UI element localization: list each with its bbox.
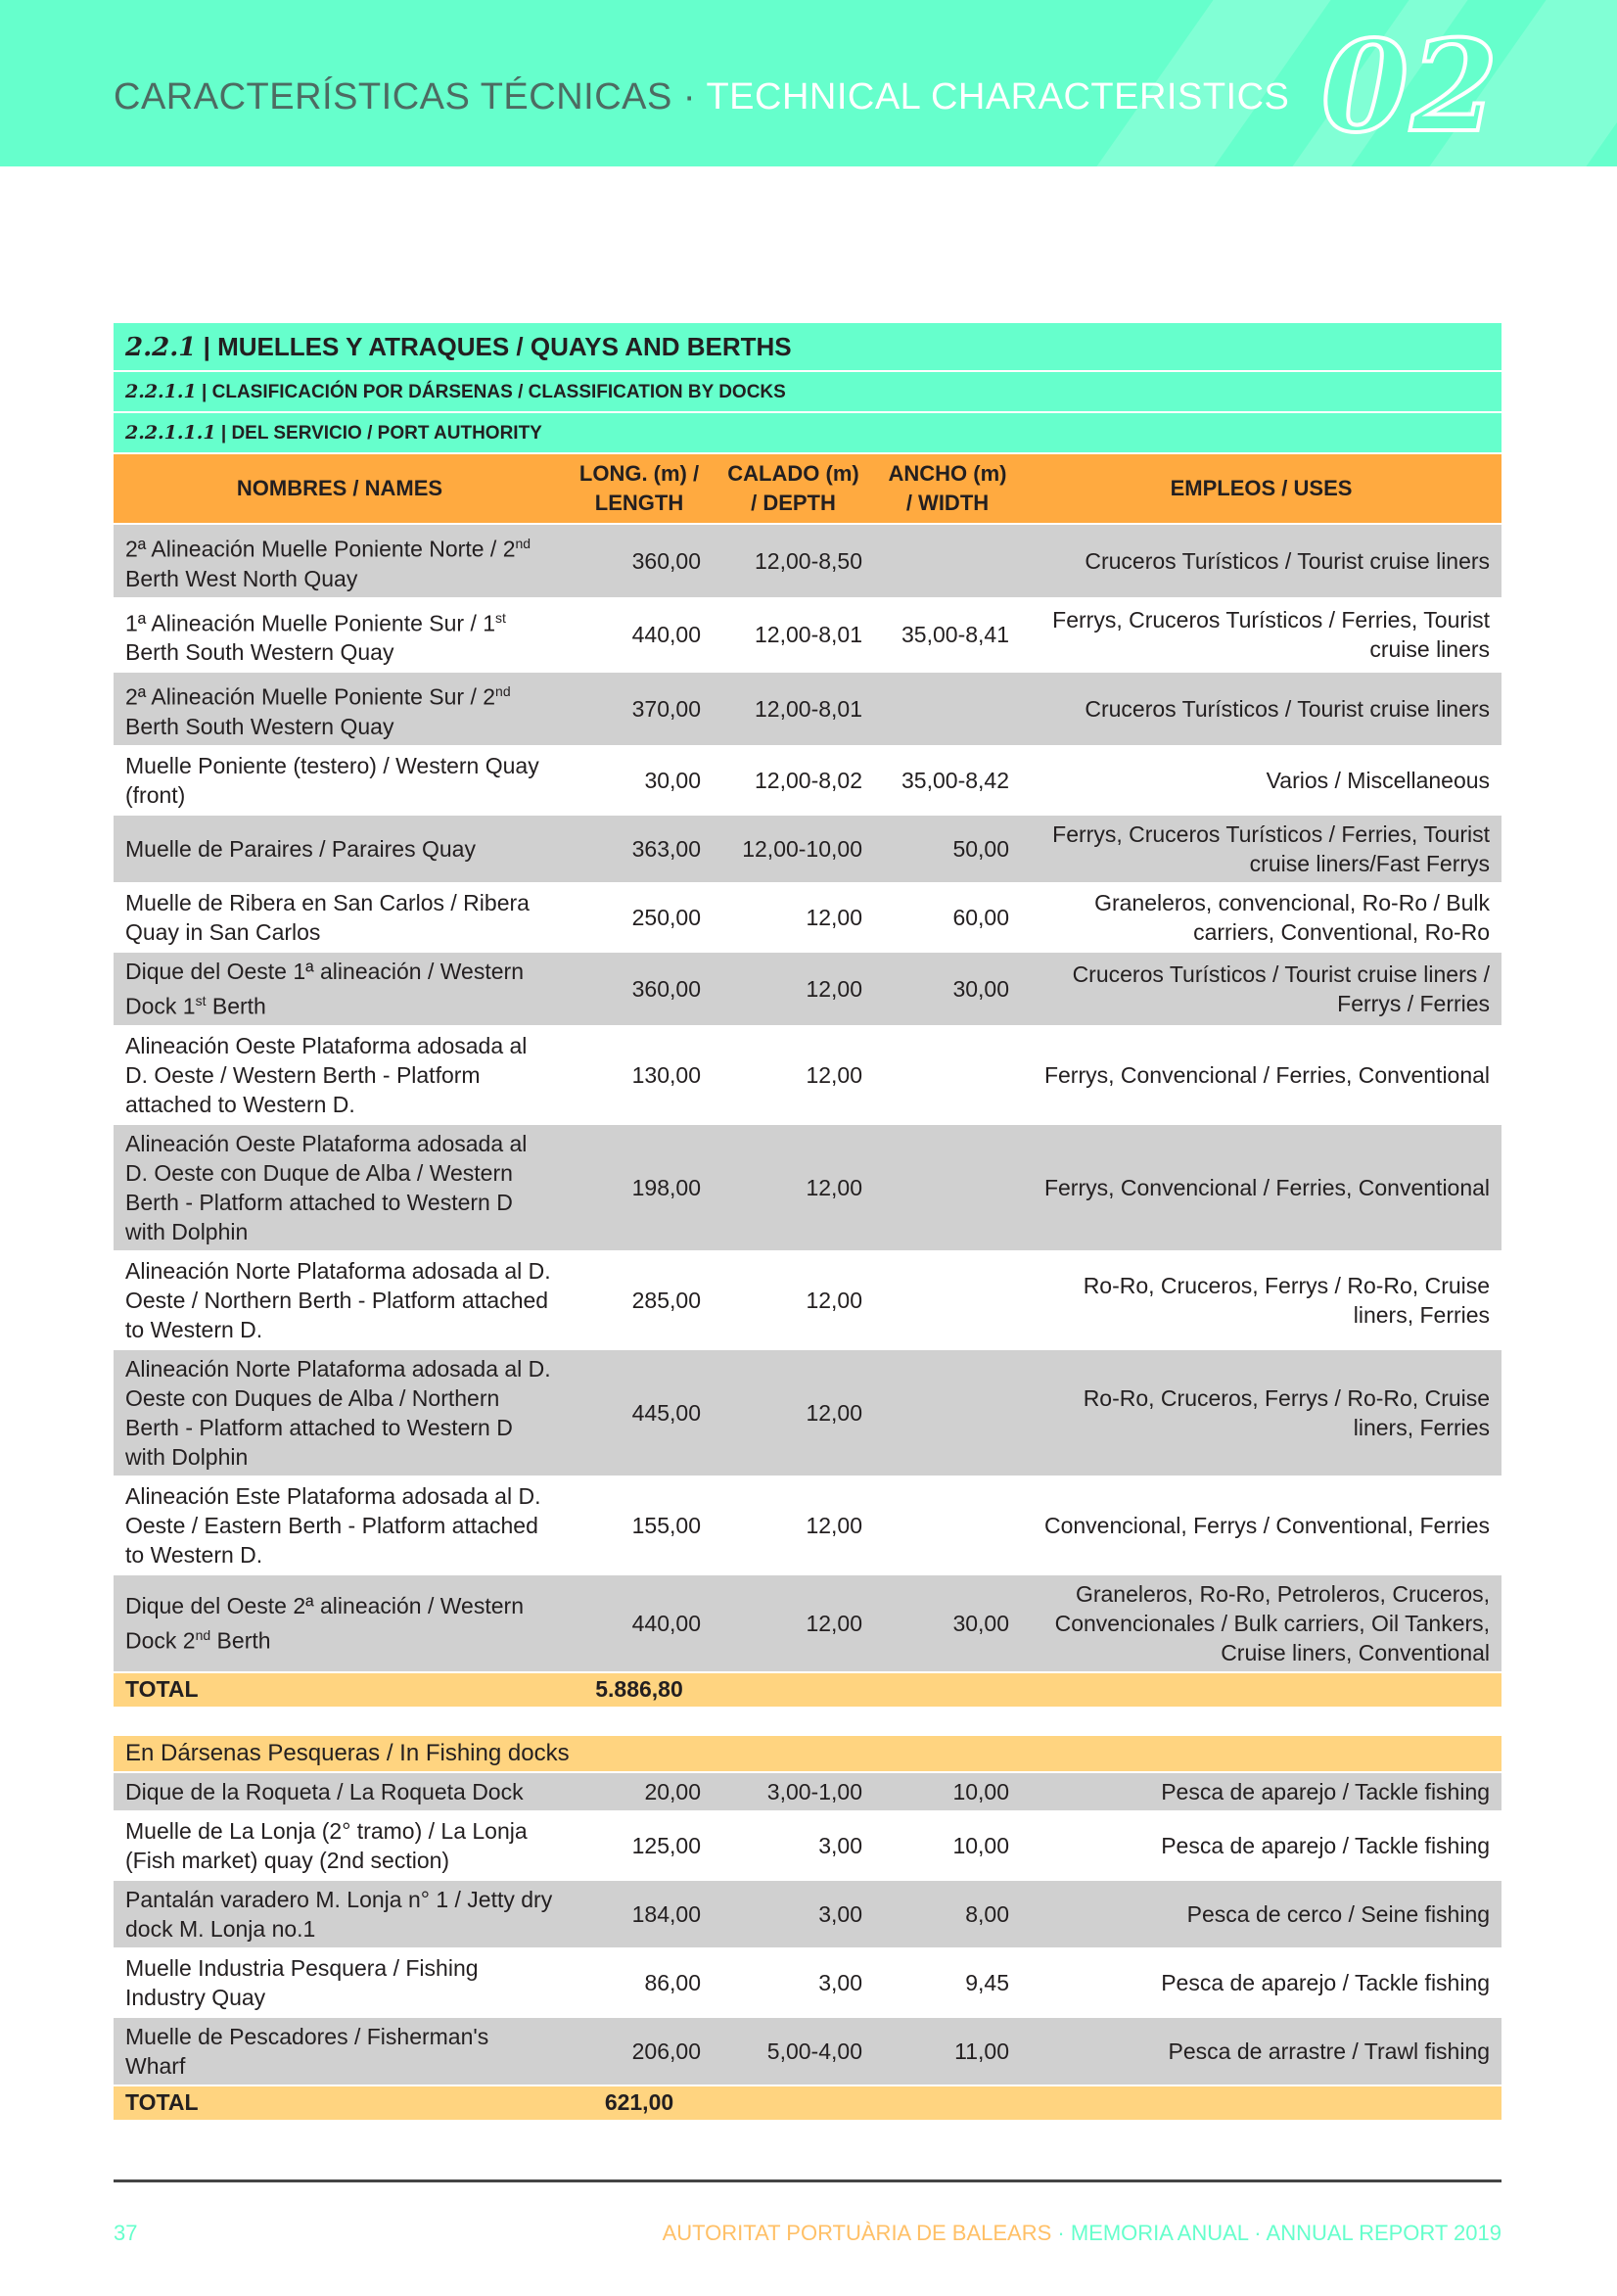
- cell-uses: Pesca de cerco / Seine fishing: [1021, 1881, 1502, 1947]
- cell-width: [874, 1252, 1021, 1348]
- cell-width: [874, 1477, 1021, 1573]
- table-row: [114, 2018, 1502, 2085]
- total-row: [114, 2086, 1502, 2120]
- cell-name: [114, 1027, 566, 1123]
- page-number: 37: [114, 2221, 138, 2245]
- cell-name: [114, 525, 566, 597]
- total-filler: [713, 1673, 1502, 1707]
- cell-uses: Cruceros Turísticos / Tourist cruise liners: [1021, 673, 1502, 745]
- header-title-en: TECHNICAL CHARACTERISTICS: [706, 76, 1290, 117]
- cell-depth: 12,00: [713, 884, 874, 951]
- name-text: Alineación Oeste Plataforma adosada al D. Oeste con Duque de Alba / Western Berth - Platform attached to Western D with Dolphin: [125, 1130, 528, 1244]
- cell-width: [874, 673, 1021, 745]
- cell-uses: Ferrys, Convencional / Ferries, Conventional: [1021, 1125, 1502, 1250]
- footer-divider: [114, 2179, 1502, 2182]
- table-row: [114, 599, 1502, 672]
- cell-name: Pantalán varadero M. Lonja n° 1 / Jetty dry dock M. Lonja no.1: [114, 1881, 566, 1947]
- subsubsection-number: 2.2.1.1.1: [125, 421, 216, 444]
- cell-width: 10,00: [874, 1773, 1021, 1810]
- table-row: [114, 525, 1502, 597]
- cell-width: 30,00: [874, 953, 1021, 1025]
- table-row: [114, 1575, 1502, 1671]
- cell-uses: Ferrys, Convencional / Ferries, Conventional: [1021, 1027, 1502, 1123]
- section-title: | MUELLES Y ATRAQUES / QUAYS AND BERTHS: [203, 331, 792, 361]
- cell-length: 363,00: [566, 816, 713, 882]
- cell-length: 206,00: [566, 2018, 713, 2085]
- cell-width: 30,00: [874, 1575, 1021, 1671]
- cell-depth: 3,00: [713, 1949, 874, 2016]
- cell-name: Muelle de La Lonja (2° tramo) / La Lonja (Fish market) quay (2nd section): [114, 1812, 566, 1879]
- cell-width: [874, 525, 1021, 597]
- cell-depth: 12,00-8,01: [713, 673, 874, 745]
- cell-depth: 12,00: [713, 1252, 874, 1348]
- cell-length: 30,00: [566, 747, 713, 814]
- table-row: [114, 884, 1502, 951]
- section-heading-1: [114, 323, 1502, 370]
- table-row: [114, 1350, 1502, 1476]
- table-row: [114, 1252, 1502, 1348]
- ordinal-suffix: nd: [495, 683, 511, 700]
- total-label: TOTAL: [114, 2086, 566, 2120]
- name-text: 2ª Alineación Muelle Poniente Norte / 2: [125, 536, 516, 562]
- cell-name: [114, 1575, 566, 1671]
- section-heading-3: [114, 413, 1502, 452]
- cell-length: 370,00: [566, 673, 713, 745]
- cell-depth: 12,00: [713, 1027, 874, 1123]
- name-text-cont: Berth South Western Quay: [125, 713, 394, 739]
- cell-name: Dique de la Roqueta / La Roqueta Dock: [114, 1773, 566, 1810]
- cell-depth: 12,00-8,01: [713, 599, 874, 672]
- cell-uses: Pesca de arrastre / Trawl fishing: [1021, 2018, 1502, 2085]
- cell-depth: 12,00: [713, 1125, 874, 1250]
- cell-uses: Graneleros, convencional, Ro-Ro / Bulk carriers, Conventional, Ro-Ro: [1021, 884, 1502, 951]
- cell-depth: 3,00: [713, 1812, 874, 1879]
- cell-uses: Ro-Ro, Cruceros, Ferrys / Ro-Ro, Cruise liners, Ferries: [1021, 1350, 1502, 1476]
- table-row: [114, 1881, 1502, 1947]
- name-text: Alineación Este Plataforma adosada al D. Oeste / Eastern Berth - Platform attached to Western D.: [125, 1482, 541, 1568]
- subsection-number: 2.2.1.1: [125, 380, 197, 402]
- total-filler: [713, 2086, 1502, 2120]
- header-title-es: CARACTERÍSTICAS TÉCNICAS: [114, 76, 672, 117]
- cell-length: 250,00: [566, 884, 713, 951]
- cell-depth: 12,00: [713, 1575, 874, 1671]
- cell-uses: Ferrys, Cruceros Turísticos / Ferries, Tourist cruise liners/Fast Ferrys: [1021, 816, 1502, 882]
- total-row: [114, 1673, 1502, 1707]
- header-separator: ·: [682, 76, 697, 117]
- header-title: [114, 76, 1289, 118]
- fishing-docks-label: En Dársenas Pesqueras / In Fishing docks: [114, 1736, 1502, 1771]
- cell-uses: Cruceros Turísticos / Tourist cruise liners / Ferrys / Ferries: [1021, 953, 1502, 1025]
- name-text-cont: Berth South Western Quay: [125, 639, 394, 666]
- cell-length: 184,00: [566, 1881, 713, 1947]
- cell-length: 198,00: [566, 1125, 713, 1250]
- cell-depth: 12,00-10,00: [713, 816, 874, 882]
- table-row: [114, 1949, 1502, 2016]
- table-row: [114, 1027, 1502, 1123]
- cell-uses: Pesca de aparejo / Tackle fishing: [1021, 1773, 1502, 1810]
- cell-name: Muelle de Pescadores / Fisherman's Wharf: [114, 2018, 566, 2085]
- cell-width: 60,00: [874, 884, 1021, 951]
- cell-name: [114, 673, 566, 745]
- name-text-cont: Berth: [206, 993, 266, 1019]
- cell-name: [114, 747, 566, 814]
- footer-org: AUTORITAT PORTUÀRIA DE BALEARS: [662, 2221, 1052, 2245]
- cell-name: [114, 953, 566, 1025]
- name-text: Muelle Poniente (testero) / Western Quay (front): [125, 752, 539, 808]
- table-row: [114, 747, 1502, 814]
- cell-depth: 12,00: [713, 1350, 874, 1476]
- cell-width: 35,00-8,41: [874, 599, 1021, 672]
- cell-length: 440,00: [566, 1575, 713, 1671]
- section-number: 2.2.1: [125, 332, 197, 362]
- cell-depth: 12,00-8,02: [713, 747, 874, 814]
- cell-uses: Cruceros Turísticos / Tourist cruise liners: [1021, 525, 1502, 597]
- cell-length: 130,00: [566, 1027, 713, 1123]
- name-text: Alineación Norte Plataforma adosada al D. Oeste / Northern Berth - Platform attached to Western D.: [125, 1257, 551, 1342]
- name-text: Dique del Oeste 2ª alineación / Western Dock 2: [125, 1592, 524, 1654]
- cell-uses: Convencional, Ferrys / Conventional, Ferries: [1021, 1477, 1502, 1573]
- cell-name: [114, 1125, 566, 1250]
- cell-length: 445,00: [566, 1350, 713, 1476]
- name-text: 1ª Alineación Muelle Poniente Sur / 1: [125, 610, 496, 636]
- name-text: Muelle de Paraires / Paraires Quay: [125, 835, 476, 862]
- cell-depth: 12,00-8,50: [713, 525, 874, 597]
- table-row: [114, 953, 1502, 1025]
- cell-depth: 5,00-4,00: [713, 2018, 874, 2085]
- cell-depth: 12,00: [713, 953, 874, 1025]
- ordinal-suffix: nd: [195, 1626, 211, 1643]
- table-header-row: [114, 454, 1502, 523]
- cell-name: [114, 884, 566, 951]
- cell-width: [874, 1125, 1021, 1250]
- name-text: Dique del Oeste 1ª alineación / Western Dock 1: [125, 958, 524, 1019]
- table-row: [114, 1125, 1502, 1250]
- cell-length: 360,00: [566, 525, 713, 597]
- cell-width: 11,00: [874, 2018, 1021, 2085]
- col-header-width: ANCHO (m) / WIDTH: [874, 454, 1021, 523]
- cell-width: 10,00: [874, 1812, 1021, 1879]
- ordinal-suffix: st: [495, 609, 506, 626]
- cell-width: 50,00: [874, 816, 1021, 882]
- total-value: 5.886,80: [566, 1673, 713, 1707]
- cell-name: [114, 599, 566, 672]
- table-row: [114, 673, 1502, 745]
- cell-uses: Pesca de aparejo / Tackle fishing: [1021, 1949, 1502, 2016]
- cell-length: 125,00: [566, 1812, 713, 1879]
- name-text: Alineación Oeste Plataforma adosada al D. Oeste / Western Berth - Platform attached to Western D.: [125, 1032, 528, 1117]
- table-row: [114, 816, 1502, 882]
- cell-uses: Pesca de aparejo / Tackle fishing: [1021, 1812, 1502, 1879]
- page-header: [0, 0, 1617, 166]
- cell-length: 155,00: [566, 1477, 713, 1573]
- cell-uses: Graneleros, Ro-Ro, Petroleros, Cruceros, Convencionales / Bulk carriers, Oil Tankers, Cruise liners, Conventional: [1021, 1575, 1502, 1671]
- cell-depth: 3,00-1,00: [713, 1773, 874, 1810]
- subsection-title: | CLASIFICACIÓN POR DÁRSENAS / CLASSIFICATION BY DOCKS: [202, 381, 786, 402]
- cell-name: [114, 816, 566, 882]
- section-heading-2: [114, 372, 1502, 411]
- cell-uses: Ferrys, Cruceros Turísticos / Ferries, Tourist cruise liners: [1021, 599, 1502, 672]
- cell-name: Muelle Industria Pesquera / Fishing Industry Quay: [114, 1949, 566, 2016]
- col-header-uses: EMPLEOS / USES: [1021, 454, 1502, 523]
- total-value: 621,00: [566, 2086, 713, 2120]
- ordinal-suffix: nd: [515, 536, 531, 551]
- name-text: 2ª Alineación Muelle Poniente Sur / 2: [125, 683, 496, 710]
- table-row: [114, 1812, 1502, 1879]
- cell-width: 35,00-8,42: [874, 747, 1021, 814]
- col-header-length: LONG. (m) / LENGTH: [566, 454, 713, 523]
- table-spacer: [114, 1709, 1502, 1734]
- cell-name: [114, 1477, 566, 1573]
- cell-name: [114, 1252, 566, 1348]
- name-text: Alineación Norte Plataforma adosada al D. Oeste con Duques de Alba / Northern Berth - Platform attached to Western D with Dolphin: [125, 1355, 551, 1470]
- cell-name: [114, 1350, 566, 1476]
- ordinal-suffix: st: [195, 992, 207, 1008]
- cell-width: 9,45: [874, 1949, 1021, 2016]
- total-label: TOTAL: [114, 1673, 566, 1707]
- fishing-docks-heading: [114, 1736, 1502, 1771]
- name-text-cont: Berth: [210, 1627, 271, 1654]
- table-row: [114, 1477, 1502, 1573]
- col-header-depth: CALADO (m) / DEPTH: [713, 454, 874, 523]
- cell-depth: 3,00: [713, 1881, 874, 1947]
- cell-uses: Varios / Miscellaneous: [1021, 747, 1502, 814]
- chapter-number: 02: [1321, 14, 1501, 161]
- footer-report: · MEMORIA ANUAL · ANNUAL REPORT 2019: [1051, 2221, 1502, 2245]
- quays-table: [114, 321, 1502, 2122]
- name-text-cont: Berth West North Quay: [125, 565, 358, 591]
- subsubsection-title: | DEL SERVICIO / PORT AUTHORITY: [220, 422, 542, 444]
- table-row: [114, 1773, 1502, 1810]
- cell-length: 440,00: [566, 599, 713, 672]
- cell-width: [874, 1027, 1021, 1123]
- cell-uses: Ro-Ro, Cruceros, Ferrys / Ro-Ro, Cruise liners, Ferries: [1021, 1252, 1502, 1348]
- name-text: Muelle de Ribera en San Carlos / Ribera Quay in San Carlos: [125, 889, 530, 945]
- cell-depth: 12,00: [713, 1477, 874, 1573]
- cell-length: 86,00: [566, 1949, 713, 2016]
- col-header-name: NOMBRES / NAMES: [114, 454, 566, 523]
- cell-length: 360,00: [566, 953, 713, 1025]
- cell-length: 20,00: [566, 1773, 713, 1810]
- cell-length: 285,00: [566, 1252, 713, 1348]
- cell-width: [874, 1350, 1021, 1476]
- footer-text: [663, 2221, 1502, 2246]
- cell-width: 8,00: [874, 1881, 1021, 1947]
